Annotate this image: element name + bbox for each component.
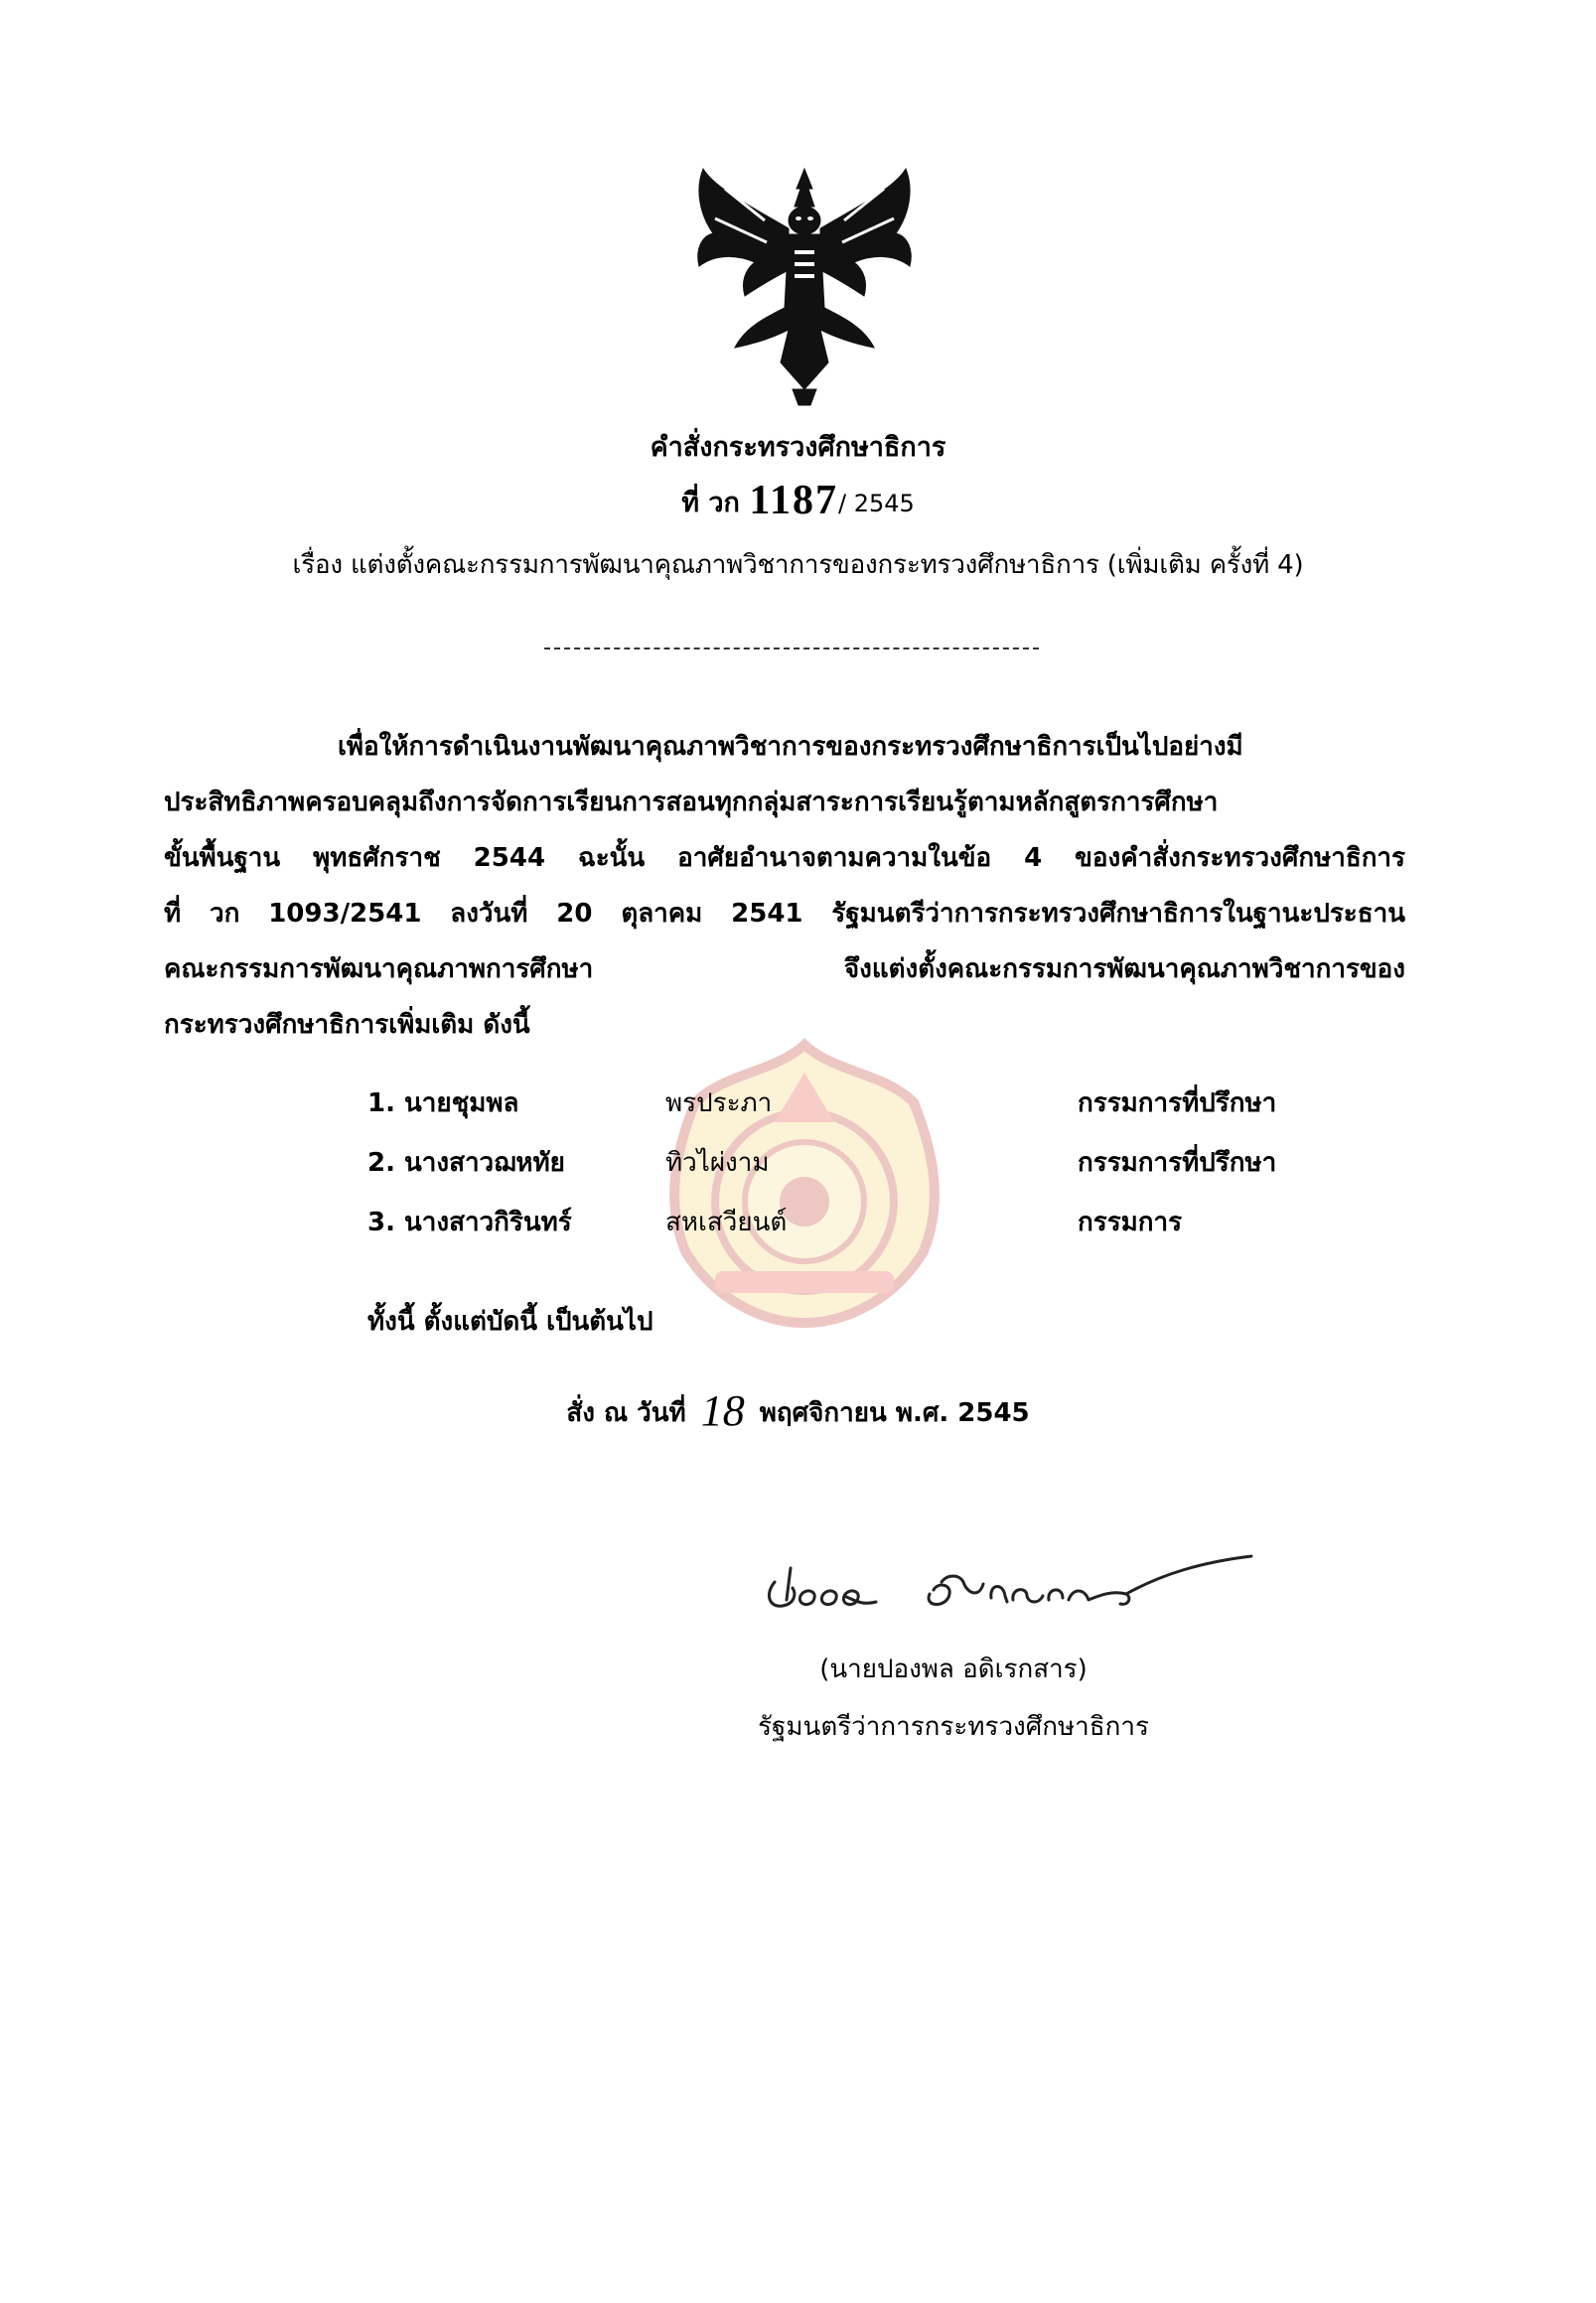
body-line: ขั้นพื้นฐาน พุทธศักราช 2544 ฉะนั้น อาศัยอำนาจตามความในข้อ 4 ของคำสั่งกระทรวงศึกษาธิการ xyxy=(164,843,1405,873)
handwritten-signature xyxy=(735,1544,1271,1624)
member-first-name: 2. นางสาวฌหทัย xyxy=(367,1148,565,1178)
order-title: คำสั่งกระทรวงศึกษาธิการ xyxy=(650,432,946,463)
member-last-name: ทิวไผ่งาม xyxy=(665,1148,770,1178)
member-row xyxy=(367,1082,1361,1142)
body-line: คณะกรรมการพัฒนาคุณภาพการศึกษา จึงแต่งตั้งคณะกรรมการพัฒนาคุณภาพวิชาการของ xyxy=(164,954,1405,984)
member-role: กรรมการ xyxy=(1078,1208,1183,1237)
member-row xyxy=(367,1142,1361,1202)
member-role: กรรมการที่ปรึกษา xyxy=(1078,1148,1277,1178)
given-date xyxy=(0,1385,1596,1436)
garuda-emblem-icon xyxy=(685,159,924,407)
member-role: กรรมการที่ปรึกษา xyxy=(1078,1088,1277,1118)
order-number-prefix: ที่ วก xyxy=(681,488,740,518)
effective-statement: ทั้งนี้ ตั้งแต่บัดนี้ เป็นต้นไป xyxy=(367,1307,653,1337)
order-number xyxy=(0,477,1596,524)
member-first-name: 1. นายชุมพล xyxy=(367,1088,519,1118)
member-list xyxy=(367,1082,1361,1261)
order-number-value: 1187 xyxy=(749,478,838,523)
given-date-day: 18 xyxy=(700,1386,745,1435)
body-line: เพื่อให้การดำเนินงานพัฒนาคุณภาพวิชาการของกระทรวงศึกษาธิการเป็นไปอย่างมี xyxy=(338,732,1243,762)
body-line: ที่ วก 1093/2541 ลงวันที่ 20 ตุลาคม 2541 รัฐมนตรีว่าการกระทรวงศึกษาธิการในฐานะประธาน xyxy=(164,899,1405,929)
member-last-name: สหเสวียนต์ xyxy=(665,1208,788,1237)
signer-name: (นายปองพล อดิเรกสาร) xyxy=(819,1655,1088,1684)
body-line: กระทรวงศึกษาธิการเพิ่มเติม ดังนี้ xyxy=(164,1010,530,1040)
body-line: ประสิทธิภาพครอบคลุมถึงการจัดการเรียนการสอนทุกกลุ่มสาระการเรียนรู้ตามหลักสูตรการศึกษา xyxy=(164,788,1219,817)
signer-title: รัฐมนตรีว่าการกระทรวงศึกษาธิการ xyxy=(758,1712,1149,1742)
order-subject: เรื่อง แต่งตั้งคณะกรรมการพัฒนาคุณภาพวิชาการของกระทรวงศึกษาธิการ (เพิ่มเติม ครั้งที่ 4) xyxy=(292,550,1304,580)
given-date-suffix: พฤศจิกายน พ.ศ. 2545 xyxy=(759,1398,1030,1428)
member-row xyxy=(367,1202,1361,1261)
given-date-prefix: สั่ง ณ วันที่ xyxy=(566,1398,686,1428)
body-paragraph xyxy=(164,719,1405,1053)
order-number-year: / 2545 xyxy=(838,490,915,517)
member-last-name: พรประภา xyxy=(665,1088,773,1118)
header-divider xyxy=(544,648,1039,649)
member-first-name: 3. นางสาวกิรินทร์ xyxy=(367,1208,572,1237)
